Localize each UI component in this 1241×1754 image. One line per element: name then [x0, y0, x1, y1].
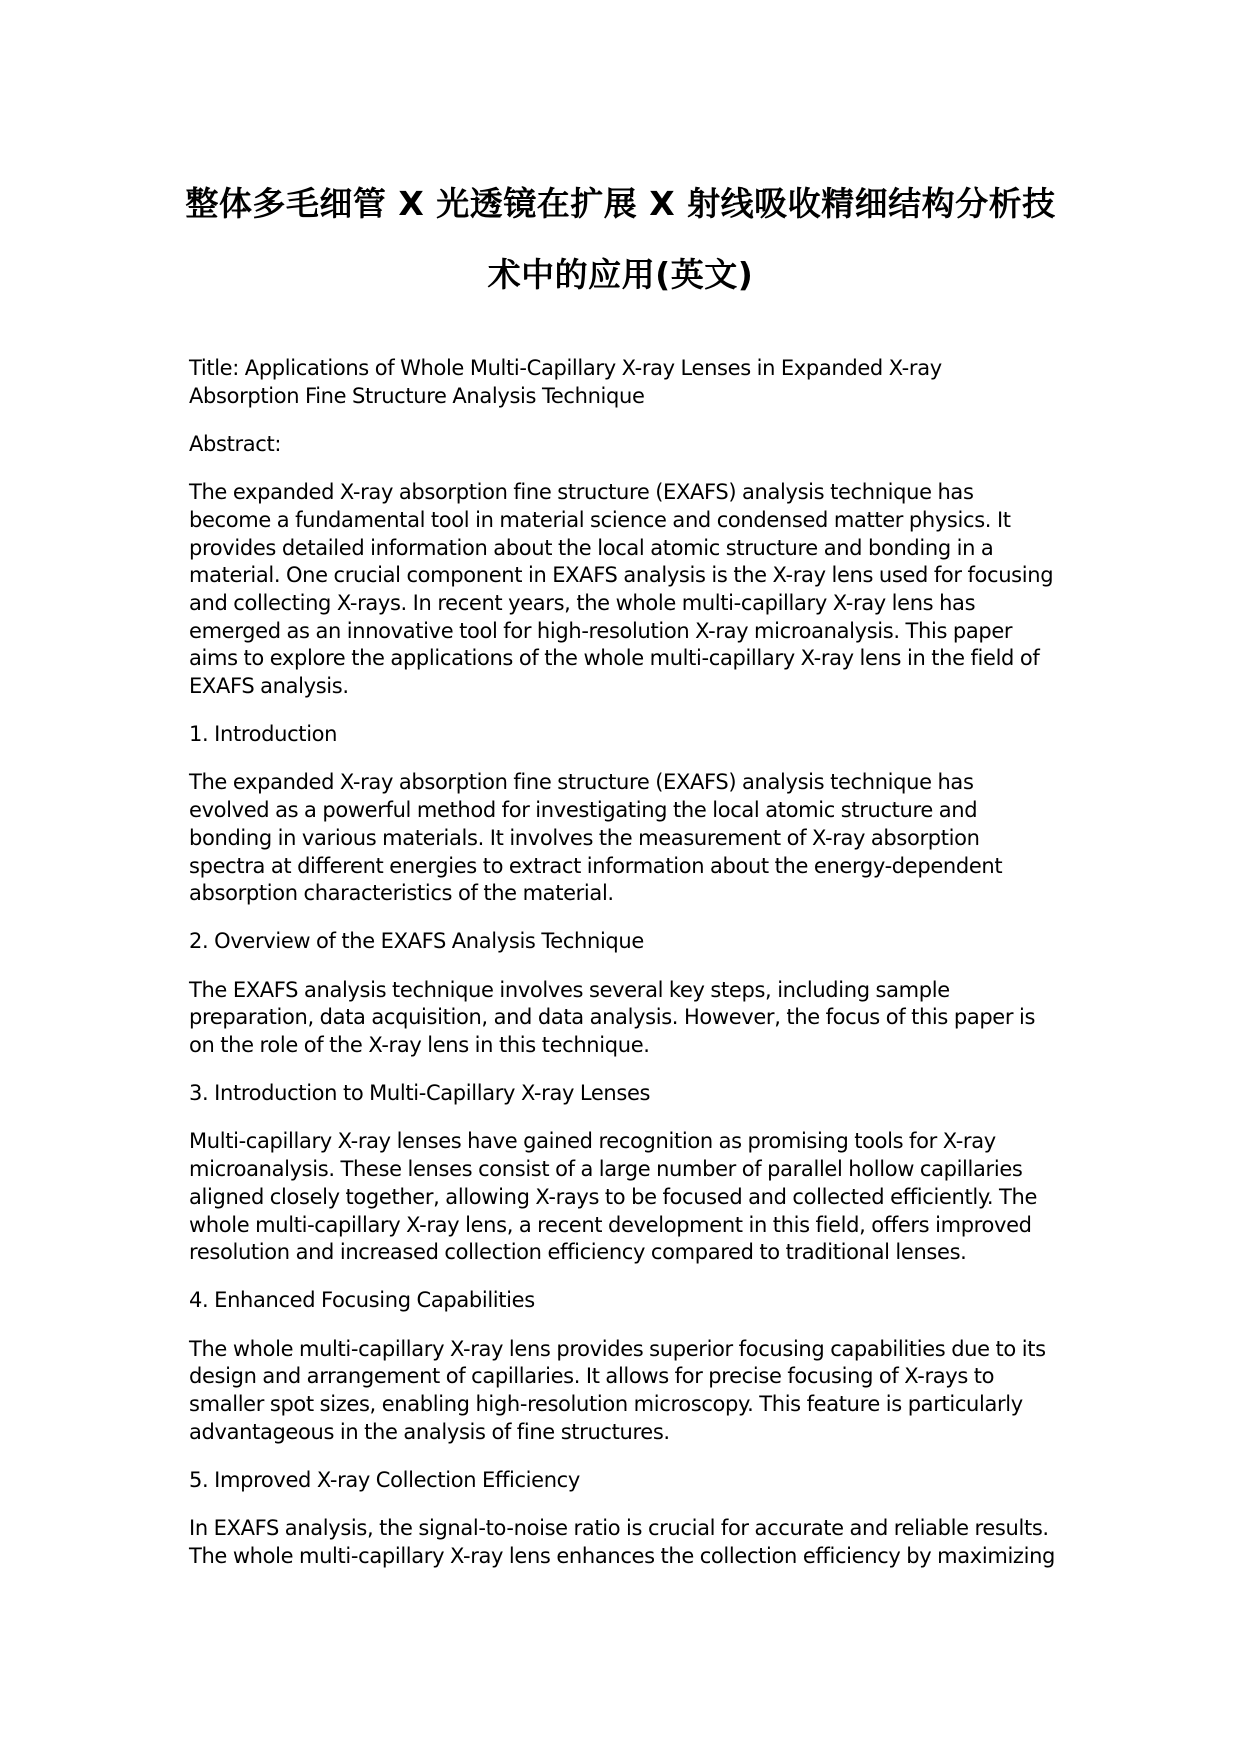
text-line: bonding in various materials. It involves the measurement of X-ray absorption — [189, 825, 980, 850]
text-line: Title: Applications of Whole Multi-Capillary X-ray Lenses in Expanded X-ray — [189, 356, 942, 380]
section-3-paragraph — [189, 1128, 1069, 1267]
text-line: become a fundamental tool in material science and condensed matter physics. It — [189, 507, 1011, 532]
text-line: 1. Introduction — [189, 722, 338, 747]
text-line: The whole multi-capillary X-ray lens enhances the collection efficiency by maximizing — [189, 1543, 1056, 1568]
text-line: Multi-capillary X-ray lenses have gained recognition as promising tools for X-ray — [189, 1129, 996, 1154]
section-1-heading — [189, 721, 1069, 749]
text-line: The expanded X-ray absorption fine structure (EXAFS) analysis technique has — [189, 480, 974, 505]
text-line: In EXAFS analysis, the signal-to-noise ratio is crucial for accurate and reliable results. — [189, 1516, 1049, 1541]
text-line: spectra at different energies to extract information about the energy-dependent — [189, 853, 1003, 878]
section-4-heading — [189, 1287, 1069, 1315]
text-line: 4. Enhanced Focusing Capabilities — [189, 1288, 535, 1313]
document-title-line-2: 术中的应用(英文) — [487, 255, 754, 294]
section-5-paragraph — [189, 1515, 1069, 1570]
document-body — [189, 355, 1069, 1591]
text-line: design and arrangement of capillaries. It allows for precise focusing of X-rays to — [189, 1364, 995, 1389]
section-4-paragraph — [189, 1336, 1069, 1447]
document-title — [150, 168, 1091, 310]
title-paragraph — [189, 355, 1069, 410]
text-line: microanalysis. These lenses consist of a large number of parallel hollow capillaries — [189, 1157, 1023, 1182]
section-2-heading — [189, 928, 1069, 956]
text-line: absorption characteristics of the material. — [189, 881, 614, 906]
text-line: 3. Introduction to Multi-Capillary X-ray Lenses — [189, 1081, 651, 1106]
text-line: material. One crucial component in EXAFS analysis is the X-ray lens used for focusing — [189, 563, 1054, 588]
text-line: whole multi-capillary X-ray lens, a recent development in this field, offers improved — [189, 1212, 1032, 1237]
text-line: on the role of the X-ray lens in this technique. — [189, 1033, 650, 1058]
section-2-paragraph — [189, 977, 1069, 1060]
text-line: 2. Overview of the EXAFS Analysis Technique — [189, 929, 644, 954]
section-3-heading — [189, 1080, 1069, 1108]
abstract-heading — [189, 431, 1069, 459]
section-1-paragraph — [189, 769, 1069, 908]
text-line: aligned closely together, allowing X-rays to be focused and collected efficiently. The — [189, 1184, 1038, 1209]
text-line: 5. Improved X-ray Collection Efficiency — [189, 1468, 580, 1492]
abstract-paragraph — [189, 479, 1069, 701]
text-line: evolved as a powerful method for investigating the local atomic structure and — [189, 798, 978, 823]
text-line: smaller spot sizes, enabling high-resolution microscopy. This feature is particularly — [189, 1392, 1023, 1417]
text-line: emerged as an innovative tool for high-resolution X-ray microanalysis. This paper — [189, 618, 1013, 643]
text-line: provides detailed information about the local atomic structure and bonding in a — [189, 535, 994, 560]
text-line: resolution and increased collection efficiency compared to traditional lenses. — [189, 1240, 967, 1265]
text-line: aims to explore the applications of the whole multi-capillary X-ray lens in the field of — [189, 646, 1040, 671]
text-line: preparation, data acquisition, and data analysis. However, the focus of this paper is — [189, 1005, 1036, 1030]
text-line: The whole multi-capillary X-ray lens provides superior focusing capabilities due to its — [189, 1336, 1046, 1361]
text-line: EXAFS analysis. — [189, 674, 349, 699]
text-line: The expanded X-ray absorption fine structure (EXAFS) analysis technique has — [189, 770, 974, 795]
text-line: Abstract: — [189, 431, 282, 456]
text-line: The EXAFS analysis technique involves several key steps, including sample — [189, 977, 950, 1002]
document-title-line-1: 整体多毛细管 X 光透镜在扩展 X 射线吸收精细结构分析技 — [185, 184, 1056, 223]
text-line: and collecting X-rays. In recent years, the whole multi-capillary X-ray lens has — [189, 590, 976, 615]
text-line: advantageous in the analysis of fine structures. — [189, 1419, 670, 1444]
section-5-heading — [189, 1467, 1069, 1495]
text-line: Absorption Fine Structure Analysis Technique — [189, 383, 645, 408]
